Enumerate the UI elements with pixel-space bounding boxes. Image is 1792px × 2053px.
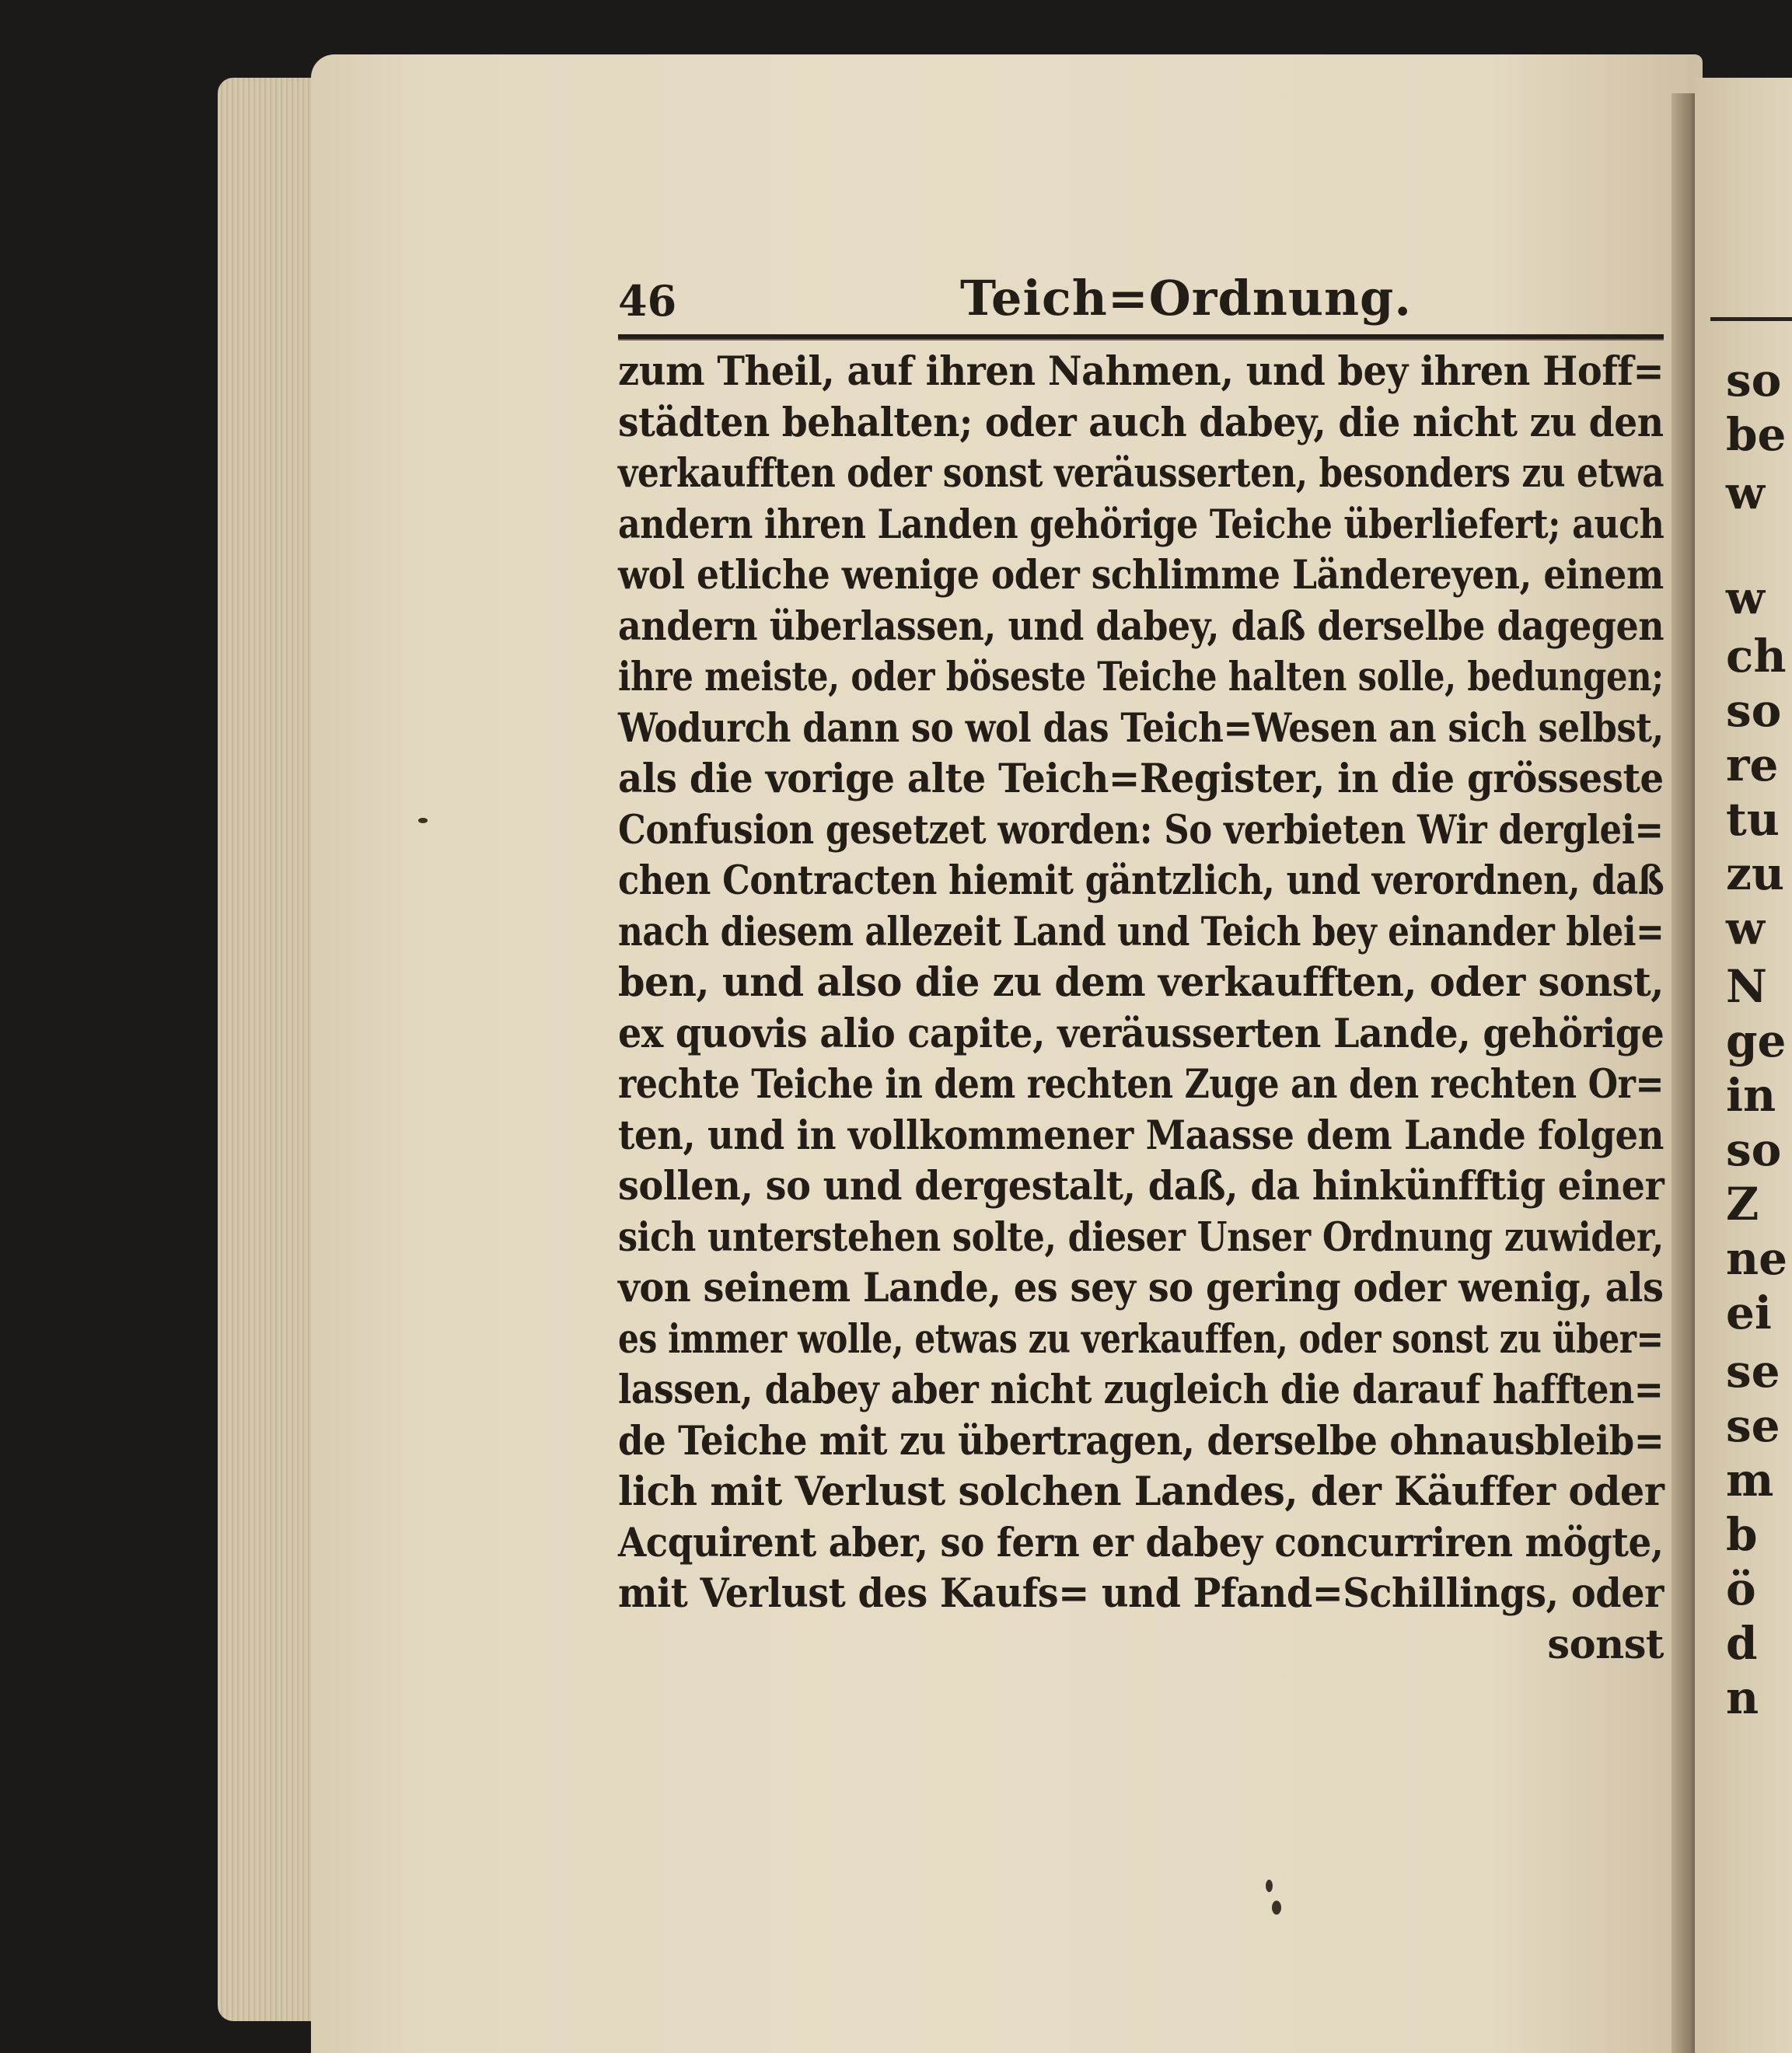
facing-page-fragment: w — [1726, 571, 1765, 624]
text-line: rechte Teiche in dem rechten Zuge an den rechten Or= — [618, 1061, 1664, 1108]
facing-page-fragment: b — [1726, 1508, 1758, 1561]
text-line: Confusion gesetzet worden: So verbieten Wir derglei= — [618, 806, 1664, 854]
text-line: es immer wolle, etwas zu verkauffen, oder sonst zu über= — [618, 1315, 1664, 1363]
facing-page-fragment: n — [1726, 1671, 1759, 1724]
text-line: chen Contracten hiemit gäntzlich, und verordnen, daß — [618, 857, 1664, 904]
text-line: wol etliche wenige oder schlimme Ländereyen, einem — [618, 552, 1664, 599]
facing-page-fragment: so — [1726, 354, 1782, 407]
text-line: nach diesem allezeit Land und Teich bey einander blei= — [618, 908, 1664, 955]
facing-page-fragment: re — [1726, 738, 1779, 791]
ink-speck — [1272, 1901, 1281, 1915]
facing-page-fragment: be — [1726, 408, 1787, 461]
text-line: ihre meiste, oder böseste Teiche halten solle, bedungen; — [618, 654, 1664, 700]
text-line: Wodurch dann so wol das Teich=Wesen an sich selbst, — [618, 704, 1664, 752]
text-line: lassen, dabey aber nicht zugleich die darauf hafften= — [618, 1367, 1664, 1413]
facing-page-fragment: ch — [1726, 630, 1787, 683]
text-line: sich unterstehen solte, dieser Unser Ordnung zuwider, — [618, 1213, 1664, 1261]
text-line: städten behalten; oder auch dabey, die nicht zu den — [618, 399, 1664, 446]
facing-page-fragment: ö — [1726, 1562, 1756, 1615]
text-line: verkaufften oder sonst veräusserten, besonders zu etwa — [618, 450, 1664, 497]
ink-speck — [1266, 1880, 1273, 1892]
text-line: andern überlassen, und dabey, daß derselbe dagegen — [618, 602, 1664, 650]
facing-page-edge — [1695, 78, 1792, 2053]
page-header — [618, 270, 1664, 334]
text-line: ben, und also die zu dem verkaufften, oder sonst, — [618, 959, 1664, 1006]
page-content — [618, 270, 1664, 1671]
facing-page-fragment: ei — [1726, 1287, 1772, 1339]
running-title: Teich=Ordnung. — [960, 270, 1412, 326]
facing-page-fragment: m — [1726, 1454, 1774, 1507]
facing-page-fragment: so — [1726, 1123, 1782, 1176]
facing-page-fragment: so — [1726, 684, 1782, 737]
page-number: 46 — [618, 276, 677, 326]
ink-speck — [418, 818, 428, 823]
header-rule — [618, 334, 1664, 339]
text-line: zum Theil, auf ihren Nahmen, und bey ihren Hoff= — [618, 348, 1664, 395]
text-line: ex quovis alio capite, veräusserten Lande, gehörige — [618, 1010, 1664, 1057]
text-line: als die vorige alte Teich=Register, in die grösseste — [618, 756, 1664, 802]
facing-page-fragment: ge — [1726, 1014, 1787, 1067]
text-line: lich mit Verlust solchen Landes, der Käuffer oder — [618, 1468, 1664, 1515]
facing-page-fragment: Z — [1726, 1178, 1759, 1231]
text-line: Acquirent aber, so fern er dabey concurriren mögte, — [618, 1519, 1664, 1566]
facing-page-fragment: se — [1726, 1399, 1780, 1452]
facing-page-fragment: tu — [1726, 793, 1780, 846]
facing-page-fragment: d — [1726, 1617, 1758, 1670]
text-line: sollen, so und dergestalt, daß, da hinkünfftig einer — [618, 1163, 1664, 1210]
text-line: andern ihren Landen gehörige Teiche überliefert; auch — [618, 501, 1664, 548]
facing-page-fragment: w — [1726, 466, 1765, 519]
facing-page-fragment: zu — [1726, 847, 1785, 900]
text-line: ten, und in vollkommener Maasse dem Lande folgen — [618, 1112, 1664, 1159]
text-line: von seinem Lande, es sey so gering oder wenig, als — [618, 1265, 1664, 1311]
facing-page-rule — [1710, 317, 1792, 321]
catchword: sonst — [1547, 1621, 1664, 1668]
facing-page-fragment: N — [1726, 960, 1768, 1013]
text-line: de Teiche mit zu übertragen, derselbe ohnausbleib= — [618, 1417, 1664, 1465]
facing-page-fragment: w — [1726, 902, 1765, 955]
facing-page-fragment: se — [1726, 1345, 1780, 1398]
facing-page-fragment: ne — [1726, 1232, 1788, 1285]
facing-page-fragment: in — [1726, 1069, 1776, 1122]
body-text — [618, 347, 1664, 1671]
text-line: mit Verlust des Kaufs= und Pfand=Schillings, oder — [618, 1570, 1664, 1617]
